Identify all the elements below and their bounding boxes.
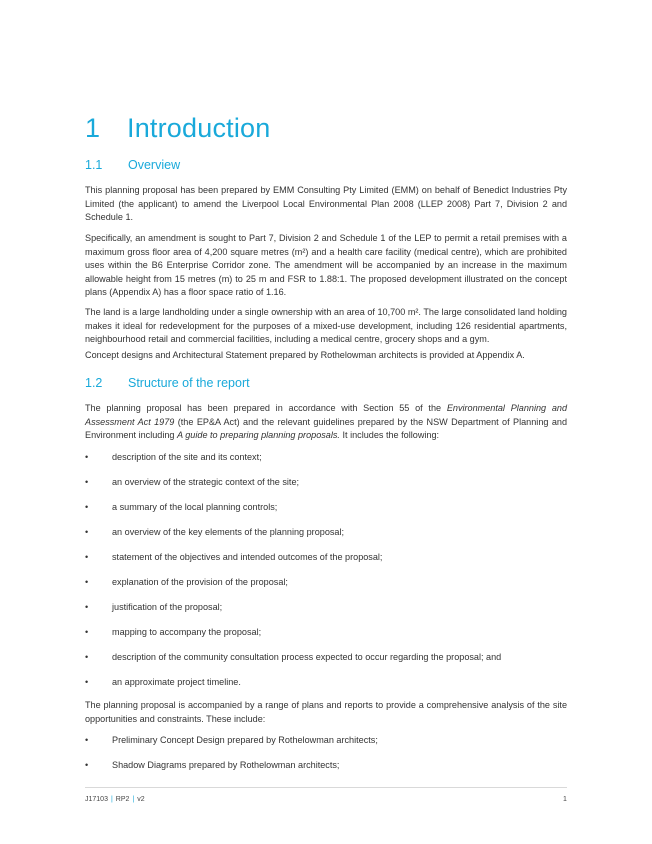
section-number: 1.2 bbox=[85, 376, 103, 390]
bullet-icon: • bbox=[85, 502, 89, 512]
bullet-icon: • bbox=[85, 552, 89, 562]
section-title: Structure of the report bbox=[128, 376, 250, 390]
paragraph: This planning proposal has been prepared by EMM Consulting Pty Limited (EMM) on behalf of Benedict Industries Pty Limited (the applicant) to amend the Liverpool Local Environmental Plan 2008 (LLEP 2008) Part 7, Division 2 and Schedule 1. bbox=[85, 185, 567, 223]
bullet-icon: • bbox=[85, 602, 89, 612]
bullet-icon: • bbox=[85, 652, 89, 662]
intro-text: (the EP&A Act) and the relevant guidelines prepared by the NSW Department of Planning and Environment including bbox=[85, 416, 567, 441]
document-page: 1 Introduction 1.1 Overview This planning proposal has been prepared by EMM Consulting Pty Limited (EMM) on behalf of Benedict Industries Pty Limited (the applicant) to amend the Liverpool Local Environmental Plan 2008 (LLEP 2008) Part 7, Division 2 and Schedule 1. Specifically, an amendment is sought to Part 7, Division 2 and Schedule 1 of the LEP to permit a retail premises with a maximum gross floor area of 4,200 square metres (m²) and a health care facility (medical centre), which are prohibited uses within the B6 Enterprise Corridor zone. The amendment will be accompanied by an increase in the maximum allowable height from 15 metres (m) to 25 m and FSR to 1.88:1. The proposed development illustrated on the concept plans (Appendix A) has a floor space ratio of 1.16. The land is a large landholding under a single ownership with an area of 10,700 m². The large consolidated land holding makes it ideal for redevelopment for the purposes of a mixed-use development, including 126 residential apartments, neighbourhood retail and commercial facilities, including a medical centre, grocery shops and a gym. Concept designs and Architectural Statement prepared by Rothelowman architects is provided at Appendix A. 1.2 Structure of the report The planning proposal has been prepared in accordance with Section 55 of the Environmental Planning and Assessment Act 1979 (the EP&A Act) and the relevant guidelines prepared by the NSW Department of Planning and Environment including A guide to preparing planning proposals. It includes the following: • description of the site and its context; • an overview of the strategic context of the site; • a summary of the local planning controls; • an overview of the key elements of the planning proposal; • statement of the objectives and intended outcomes of the proposal; • explanation of the provision of the proposal; • justification of the proposal; • mapping to accompany the proposal; • description of the community consultation process expected to occur regarding the proposal; and • an approximate project timeline. The planning proposal is accompanied by a range of plans and reports to provide a comprehensive analysis of the site opportunities and constraints. These include: • Preliminary Concept Design prepared by Rothelowman architects; • Shadow Diagrams prepared by Rothelowman architects; J17103 | RP2 | v2 1 bbox=[85, 113, 568, 803]
paragraph: Concept designs and Architectural Statement prepared by Rothelowman architects is provided at Appendix A. bbox=[85, 350, 525, 360]
bullet-icon: • bbox=[85, 627, 89, 637]
act-title: Environmental Planning and Assessment Act 1979 bbox=[85, 403, 568, 427]
footer-reference bbox=[85, 795, 145, 805]
bullet-icon: • bbox=[85, 527, 89, 537]
bullet-icon: • bbox=[85, 760, 89, 770]
bullet-icon: • bbox=[85, 735, 89, 745]
version: v2 bbox=[137, 796, 145, 803]
bullet-icon: • bbox=[85, 577, 89, 587]
intro-text: It includes the following: bbox=[339, 430, 440, 441]
paragraph: The land is a large landholding under a single ownership with an area of 10,700 m². The large consolidated land holding makes it ideal for redevelopment for the purposes of a mixed-use development, including 126 residential apartments, neighbourhood retail and commercial facilities, including a medical centre, grocery shops and a gym. bbox=[85, 307, 567, 345]
guide-title: A guide to preparing planning proposals. bbox=[177, 430, 340, 441]
bullet-icon: • bbox=[85, 452, 89, 462]
chapter-title: Introduction bbox=[127, 113, 271, 143]
paragraph: The planning proposal is accompanied by a range of plans and reports to provide a comprehensive analysis of the site opportunities and constraints. These include: bbox=[85, 700, 567, 724]
page-number: 1 bbox=[563, 796, 567, 803]
section-number: 1.1 bbox=[85, 158, 103, 172]
section-heading-structure bbox=[85, 375, 250, 391]
bullet-icon: • bbox=[85, 477, 89, 487]
paragraph: Specifically, an amendment is sought to Part 7, Division 2 and Schedule 1 of the LEP to permit a retail premises with a maximum gross floor area of 4,200 square metres (m²) and a health care facility (medical centre), which are prohibited uses within the B6 Enterprise Corridor zone. The amendment will be accompanied by an increase in the maximum allowable height from 15 metres (m) to 25 m and FSR to 1.88:1. The proposed development illustrated on the concept plans (Appendix A) has a floor space ratio of 1.16. bbox=[85, 233, 567, 298]
separator: | bbox=[110, 796, 113, 803]
job-number: J17103 bbox=[85, 796, 108, 803]
paragraph-intro bbox=[85, 402, 567, 443]
report-code: RP2 bbox=[115, 796, 130, 803]
separator: | bbox=[132, 796, 135, 803]
intro-text: The planning proposal has been prepared in accordance with Section 55 of the bbox=[85, 403, 447, 413]
footer-divider bbox=[85, 787, 567, 788]
section-title: Overview bbox=[128, 158, 181, 172]
bullet-icon: • bbox=[85, 677, 89, 687]
section-heading-overview bbox=[85, 157, 180, 173]
chapter-number: 1 bbox=[85, 113, 101, 143]
chapter-heading bbox=[85, 112, 271, 144]
